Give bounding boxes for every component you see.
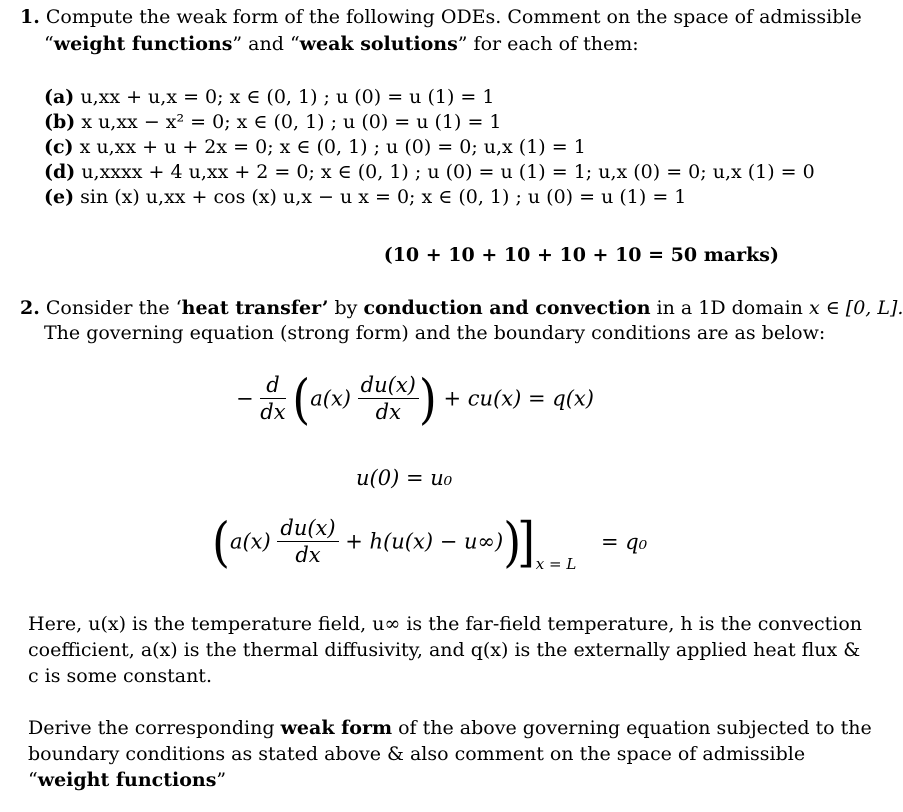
q1-part-c — [44, 136, 586, 158]
eq3-du-dx: $\frac{du(x)}{dx}$ — [277, 515, 338, 568]
eq3-mid: + h(u(x) − u∞) — [345, 529, 504, 554]
part-label: (d) — [44, 161, 76, 183]
part-text: x u,xx − x² = 0; x ∈ (0, 1) ; u (0) = u (1) = 1 — [81, 111, 502, 133]
q2-derive-line1: Derive the corresponding weak form of the above governing equation subjected to the — [28, 717, 872, 739]
q2-weight-functions: weight functions — [37, 769, 217, 791]
part-text: sin (x) u,xx + cos (x) u,x − u x = 0; x ∈ (0, 1) ; u (0) = u (1) = 1 — [80, 186, 687, 208]
q2-here-line3: c is some constant. — [28, 665, 212, 687]
part-label: (c) — [44, 136, 74, 158]
q2-here-line1: Here, u(x) is the temperature field, u∞ is the far-field temperature, h is the convection — [28, 613, 863, 635]
q1-number: 1. — [20, 6, 40, 28]
q2-derive-line2: boundary conditions as stated above & also comment on the space of admissible — [28, 743, 806, 765]
q2-weak-form: weak form — [280, 717, 393, 739]
q1-part-b — [44, 111, 502, 133]
q1-intro-line1: Compute the weak form of the following ODEs. Comment on the space of admissible — [45, 6, 862, 28]
q1-intro-line2: “weight functions” and “weak solutions” for each of them: — [44, 33, 639, 55]
q1-heading — [20, 6, 862, 28]
eq1-a: a(x) — [310, 386, 351, 411]
q1-weak-solutions: weak solutions — [299, 33, 458, 55]
eq3-a: a(x) — [229, 529, 271, 554]
q1-weight-functions: weight functions — [53, 33, 233, 55]
eq3-subscript: x = L — [535, 555, 577, 573]
q2-number: 2. — [20, 297, 40, 319]
q1-part-d — [44, 161, 815, 183]
eq1-d-dx: $\frac{d}{dx}$ — [260, 373, 286, 424]
q1-part-a — [44, 86, 494, 108]
boundary-condition-1: u(0) = u₀ — [356, 466, 453, 490]
q1-part-e — [44, 186, 686, 208]
part-text: u,xxxx + 4 u,xx + 2 = 0; x ∈ (0, 1) ; u (0) = u (1) = 1; u,x (0) = 0; u,x (1) = 0 — [81, 161, 815, 183]
part-text: u,xx + u,x = 0; x ∈ (0, 1) ; u (0) = u (1) = 1 — [80, 86, 495, 108]
q2-here-line2: coefficient, a(x) is the thermal diffusivity, and q(x) is the externally applied heat flux & — [28, 639, 861, 661]
eq1-du-dx: $\frac{du(x)}{dx}$ — [358, 372, 419, 425]
q2-line1: 2. Consider the ‘heat transfer’ by conduction and convection in a 1D domain x ∈ [0, L]. — [20, 297, 903, 319]
q2-line2: The governing equation (strong form) and the boundary conditions are as below: — [44, 322, 826, 344]
eq1-rest: + cu(x) = q(x) — [443, 386, 594, 411]
part-label: (e) — [44, 186, 75, 208]
governing-equation: − $\frac{d}{dx}$ (a(x) $\frac{du(x)}{dx}$ ) + cu(x) = q(x) — [236, 367, 594, 430]
q1-marks: (10 + 10 + 10 + 10 + 10 = 50 marks) — [383, 244, 779, 266]
part-label: (a) — [44, 86, 75, 108]
boundary-condition-2: (a(x) $\frac{du(x)}{dx}$ + h(u(x) − u∞))] $_{x = L}$ = q₀ — [212, 510, 648, 573]
part-text: x u,xx + u + 2x = 0; x ∈ (0, 1) ; u (0) = 0; u,x (1) = 1 — [79, 136, 586, 158]
q2-derive-line3: “weight functions” — [28, 769, 227, 791]
eq3-rhs: = q₀ — [601, 529, 648, 554]
part-label: (b) — [44, 111, 76, 133]
